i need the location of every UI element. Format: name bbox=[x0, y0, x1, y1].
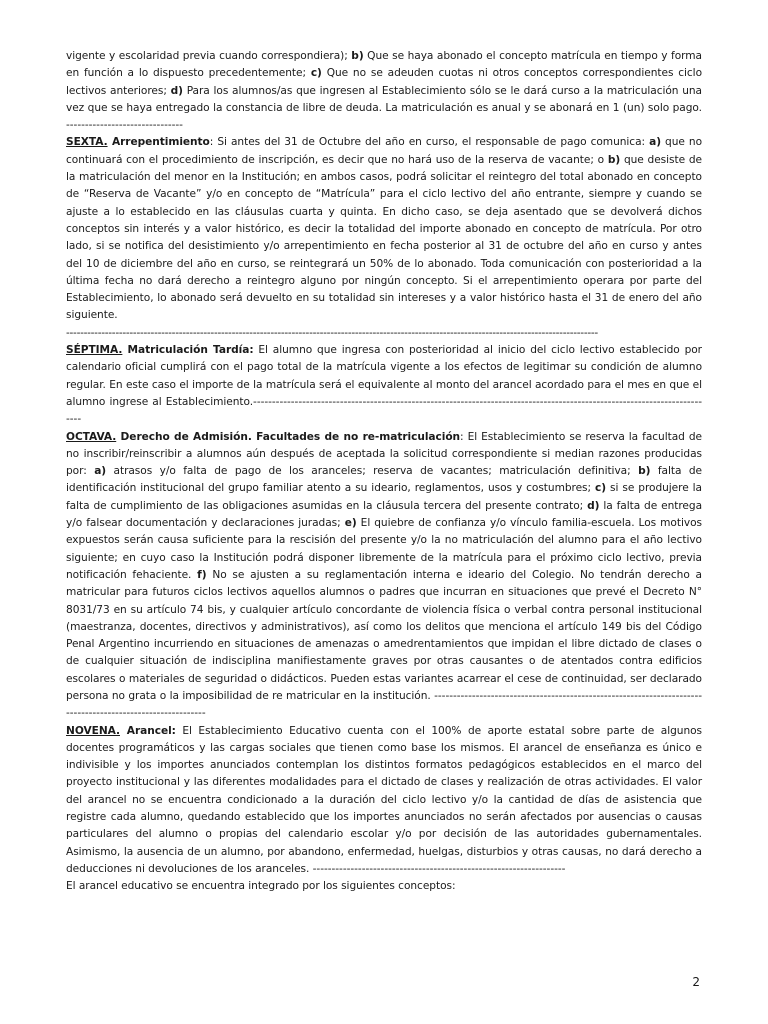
separator-dashes: ------------------------------------------------------------------------------------------------------------------------------------------------------- bbox=[66, 326, 598, 339]
text: falta de identificación institucional del grupo familiar atento a su ideario, reglamentos, usos y costumbres; bbox=[66, 465, 702, 495]
item-marker: d) bbox=[587, 499, 600, 512]
text: si se produjere la falta de cumplimiento de las obligaciones asumidas en la cláusula tercera del presente contrato; bbox=[66, 482, 702, 512]
item-marker: b) bbox=[351, 50, 364, 62]
item-marker: c) bbox=[310, 67, 322, 80]
clause-number: OCTAVA. bbox=[66, 430, 117, 443]
text: la falta de entrega y/o falsear documentación y declaraciones juradas; bbox=[66, 499, 703, 530]
paragraph-final: El arancel educativo se encuentra integrado por los siguientes conceptos: bbox=[66, 880, 456, 893]
paragraph-continuation bbox=[66, 48, 702, 134]
item-marker: e) bbox=[344, 517, 357, 530]
item-marker: d) bbox=[170, 84, 183, 97]
clause-title: Arancel: bbox=[119, 724, 176, 737]
text: Que no se adeuden cuotas ni otros conceptos correspondientes ciclo lectivos anteriores; bbox=[66, 67, 703, 97]
text: : Si antes del 31 de Octubre del año en curso, el responsable de pago comunica: bbox=[209, 136, 650, 149]
clause-octava bbox=[66, 429, 702, 723]
item-marker: a) bbox=[94, 465, 107, 478]
text: Para los alumnos/as que ingresen al Establecimiento sólo se le dará curso a la matriculación una vez que se haya entregado la constancia de libre de deuda. La matriculación es anual y se abonará en 1 (un) solo pago. ------------------------------- bbox=[66, 84, 702, 132]
item-marker: c) bbox=[595, 482, 607, 495]
clause-title: Derecho de Admisión. Facultades de no re-matriculación bbox=[116, 430, 461, 443]
item-marker: b) bbox=[638, 465, 651, 478]
clause-number: NOVENA. bbox=[66, 724, 120, 737]
clause-number: SÉPTIMA. bbox=[66, 344, 123, 357]
text: No se ajusten a su reglamentación interna e ideario del Colegio. No tendrán derecho a matricular para futuros ciclos lectivos aquellos alumnos o padres que incurran en situaciones que prevé el Decreto N° 8031/73 en su artículo 74 bis, y cualquier artículo concordante de violencia física o verbal contra personal institucional (maestranza, docentes, directivos y administrativos), así como los delitos que menciona el artículo 149 bis del Código Penal Argentino incurriendo en situaciones de amenazas o amedrentamientos que impidan el libre dictado de clases o de cualquier situación de indisciplina manifiestamente graves por otras causantes o de atentados contra edificios escolares o materiales de seguridad o didácticos. Pueden estas variantes acarrear el cese de continuidad, ser declarado persona no grata o la imposibilidad de re matricular en la institución. ------------------------------------------------------------------------------------------------------------ bbox=[66, 568, 702, 720]
text: que desiste de la matriculación del menor en la Institución; en ambos casos, podrá solicitar el reintegro del total abonado en concepto de “Reserva de Vacante” y/o en concepto de “Matrícula” para el ciclo lectivo del año entrante, siempre y cuando se ajuste a lo establecido en las cláusulas cuarta y quinta. En dicho caso, se deja asentado que se devolverá dichos conceptos sin interés y a valor histórico, es decir la totalidad del importe abonado en concepto de matrícula. Por otro lado, si se notifica del desistimiento y/o arrepentimiento en fecha posterior al 31 de octubre del año en curso y antes del 10 de diciembre del año en curso, se reintegrará un 50% de lo abonado. Toda comunicación con posterioridad a la última fecha no dará derecho a reintegro alguno por ningún concepto. Si el arrepentimiento operara por parte del Establecimiento, lo abonado será devuelto en su totalidad sin intereses y a valor histórico hasta el 31 de enero del año siguiente. bbox=[66, 153, 703, 322]
clause-number: SEXTA. bbox=[66, 136, 108, 149]
item-marker: a) bbox=[649, 136, 661, 149]
item-marker: f) bbox=[197, 568, 207, 581]
text: El quiebre de confianza y/o vínculo familia-escuela. Los motivos expuestos serán causa suficiente para la rescisión del presente y/o la no matriculación del alumno para el año lectivo siguiente; en cuyo caso la Institución podrá disponer libremente de la matrícula para el próximo ciclo lectivo, previa notificación fehaciente. bbox=[66, 517, 702, 581]
text: El Establecimiento Educativo cuenta con el 100% de aporte estatal sobre parte de algunos docentes programáticos y las cargas sociales que tienen como base los mismos. El arancel de enseñanza es único e indivisible y los importes anunciados contemplan los distintos formatos pedagógicos establecidos en el marco del proyecto institucional y las diferentes modalidades para el dictado de clases y realización de otras actividades. El valor del arancel no se encuentra condicionado a la duración del ciclo lectivo y/o la cantidad de días de asistencia que registre cada alumno, quedando establecido que los importes anunciados no serán afectados por ausencias o causas particulares del alumno o propias del calendario escolar y/o por decisión de las autoridades gubernamentales. Asimismo, la ausencia de un alumno, por abandono, enfermedad, huelgas, disturbios y otras causas, no dará derecho a deducciones ni devoluciones de los aranceles. ------------------------------------------------------------------- bbox=[66, 724, 703, 875]
clause-novena bbox=[66, 723, 702, 879]
text: Que se haya abonado el concepto matrícula en tiempo y forma en función a lo dispuesto precedentemente; bbox=[66, 50, 702, 80]
text: El alumno que ingresa con posterioridad al inicio del ciclo lectivo establecido por calendario oficial cumplirá con el pago total de la matrícula vigente a los efectos de legitimar su condición de alumno regular. En este caso el importe de la matrícula será el equivalente al monto del arancel acordado para el mes en que el alumno ingrese al Establecimiento.--------------------------------------------------------------------------------------------------------------------------- bbox=[66, 344, 702, 426]
page-number: 2 bbox=[692, 975, 700, 989]
text: que no continuará con el procedimiento de inscripción, es decir que no hará uso de la reserva de vacante; o bbox=[66, 136, 703, 166]
text: vigente y escolaridad previa cuando correspondiera); bbox=[66, 50, 352, 62]
text: atrasos y/o falta de pago de los aranceles; reserva de vacantes; matriculación definitiva; bbox=[106, 465, 639, 478]
clause-title: Matriculación Tardía: bbox=[122, 344, 254, 357]
document-page bbox=[66, 48, 702, 896]
text: : El Establecimiento se reserva la facultad de no inscribir/reinscribir a alumnos aún después de aceptada la solicitud correspondiente si median razones producidas por: bbox=[66, 430, 702, 478]
clause-septima bbox=[66, 342, 702, 428]
clause-sexta bbox=[66, 134, 702, 324]
clause-title: Arrepentimiento bbox=[107, 136, 210, 149]
item-marker: b) bbox=[607, 153, 621, 166]
